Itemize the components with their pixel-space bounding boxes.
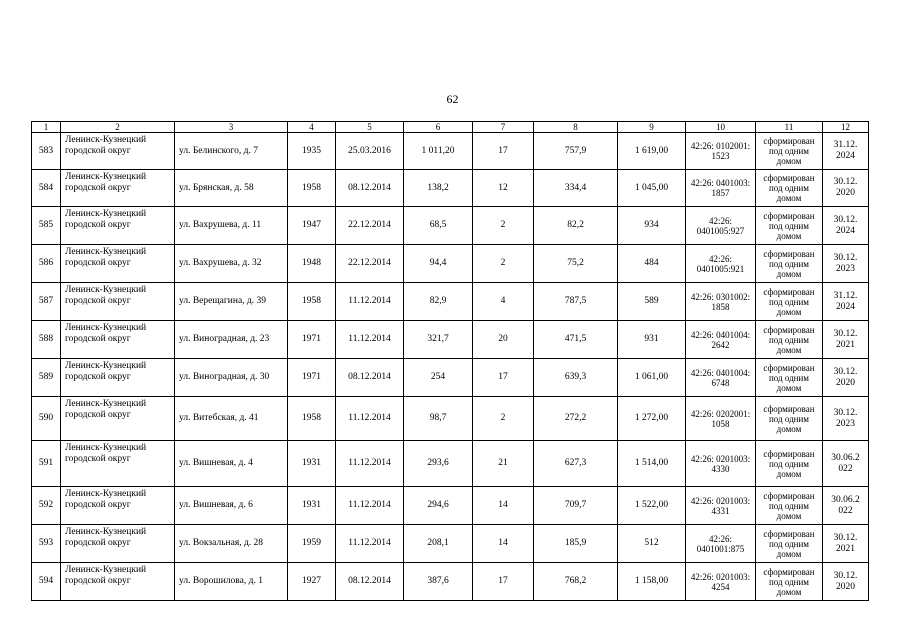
area-cell: 208,1 <box>404 525 473 563</box>
page-number: 62 <box>446 92 459 106</box>
table-row <box>32 283 869 321</box>
land-plot-status-cell: сформирован под одним домом <box>756 359 823 397</box>
cadastral-number-cell: 42:26: 0401005:927 <box>686 207 756 245</box>
table-row <box>32 563 869 601</box>
municipality-cell: Ленинск-Кузнецкий городской округ <box>61 283 175 321</box>
cadastral-number-cell: 42:26: 0401004: 2642 <box>686 321 756 359</box>
date-cell: 11.12.2014 <box>336 283 404 321</box>
col8-cell: 82,2 <box>534 207 618 245</box>
residents-cell: 4 <box>473 283 534 321</box>
address-cell: ул. Вишневая, д. 4 <box>175 441 288 487</box>
row-number: 591 <box>32 441 61 487</box>
header-col-8: 8 <box>534 122 618 133</box>
residents-cell: 2 <box>473 245 534 283</box>
deadline-cell: 31.12. 2024 <box>823 283 869 321</box>
land-plot-status-cell: сформирован под одним домом <box>756 487 823 525</box>
land-plot-status-cell: сформирован под одним домом <box>756 397 823 441</box>
address-cell: ул. Белинского, д. 7 <box>175 133 288 170</box>
year-cell: 1927 <box>288 563 336 601</box>
header-row <box>32 122 869 133</box>
year-cell: 1948 <box>288 245 336 283</box>
header-col-1: 1 <box>32 122 61 133</box>
row-number: 594 <box>32 563 61 601</box>
municipality-cell: Ленинск-Кузнецкий городской округ <box>61 359 175 397</box>
address-cell: ул. Витебская, д. 41 <box>175 397 288 441</box>
col9-cell: 1 061,00 <box>618 359 686 397</box>
municipality-cell: Ленинск-Кузнецкий городской округ <box>61 133 175 170</box>
row-number: 592 <box>32 487 61 525</box>
residents-cell: 17 <box>473 563 534 601</box>
deadline-cell: 30.12. 2021 <box>823 321 869 359</box>
municipality-cell: Ленинск-Кузнецкий городской округ <box>61 487 175 525</box>
deadline-cell: 30.12. 2024 <box>823 207 869 245</box>
land-plot-status-cell: сформирован под одним домом <box>756 245 823 283</box>
col9-cell: 1 045,00 <box>618 170 686 207</box>
residents-cell: 17 <box>473 359 534 397</box>
address-cell: ул. Верещагина, д. 39 <box>175 283 288 321</box>
land-plot-status-cell: сформирован под одним домом <box>756 133 823 170</box>
year-cell: 1935 <box>288 133 336 170</box>
area-cell: 94,4 <box>404 245 473 283</box>
cadastral-number-cell: 42:26: 0301002: 1858 <box>686 283 756 321</box>
land-plot-status-cell: сформирован под одним домом <box>756 525 823 563</box>
row-number: 589 <box>32 359 61 397</box>
date-cell: 11.12.2014 <box>336 397 404 441</box>
area-cell: 138,2 <box>404 170 473 207</box>
col8-cell: 709,7 <box>534 487 618 525</box>
cadastral-number-cell: 42:26: 0401005:921 <box>686 245 756 283</box>
cadastral-number-cell: 42:26: 0401004: 6748 <box>686 359 756 397</box>
table-row <box>32 207 869 245</box>
table-row <box>32 525 869 563</box>
year-cell: 1931 <box>288 487 336 525</box>
date-cell: 11.12.2014 <box>336 441 404 487</box>
residents-cell: 2 <box>473 397 534 441</box>
col9-cell: 1 272,00 <box>618 397 686 441</box>
col9-cell: 934 <box>618 207 686 245</box>
date-cell: 25.03.2016 <box>336 133 404 170</box>
table-row <box>32 487 869 525</box>
deadline-cell: 30.12. 2020 <box>823 359 869 397</box>
col8-cell: 334,4 <box>534 170 618 207</box>
header-col-9: 9 <box>618 122 686 133</box>
col8-cell: 627,3 <box>534 441 618 487</box>
year-cell: 1947 <box>288 207 336 245</box>
date-cell: 08.12.2014 <box>336 563 404 601</box>
header-col-3: 3 <box>175 122 288 133</box>
address-cell: ул. Ворошилова, д. 1 <box>175 563 288 601</box>
deadline-cell: 30.06.2 022 <box>823 487 869 525</box>
col8-cell: 471,5 <box>534 321 618 359</box>
cadastral-number-cell: 42:26: 0401003: 1857 <box>686 170 756 207</box>
deadline-cell: 30.12. 2023 <box>823 245 869 283</box>
municipality-cell: Ленинск-Кузнецкий городской округ <box>61 525 175 563</box>
col8-cell: 75,2 <box>534 245 618 283</box>
residents-cell: 14 <box>473 525 534 563</box>
header-col-2: 2 <box>61 122 175 133</box>
date-cell: 22.12.2014 <box>336 245 404 283</box>
col8-cell: 639,3 <box>534 359 618 397</box>
area-cell: 254 <box>404 359 473 397</box>
address-cell: ул. Вахрушева, д. 11 <box>175 207 288 245</box>
year-cell: 1971 <box>288 321 336 359</box>
land-plot-status-cell: сформирован под одним домом <box>756 283 823 321</box>
row-number: 588 <box>32 321 61 359</box>
cadastral-number-cell: 42:26: 0202001: 1058 <box>686 397 756 441</box>
municipality-cell: Ленинск-Кузнецкий городской округ <box>61 170 175 207</box>
row-number: 585 <box>32 207 61 245</box>
year-cell: 1931 <box>288 441 336 487</box>
deadline-cell: 30.12. 2020 <box>823 170 869 207</box>
year-cell: 1958 <box>288 397 336 441</box>
address-cell: ул. Вокзальная, д. 28 <box>175 525 288 563</box>
date-cell: 08.12.2014 <box>336 359 404 397</box>
residents-cell: 12 <box>473 170 534 207</box>
col8-cell: 787,5 <box>534 283 618 321</box>
row-number: 587 <box>32 283 61 321</box>
address-cell: ул. Брянская, д. 58 <box>175 170 288 207</box>
deadline-cell: 31.12. 2024 <box>823 133 869 170</box>
area-cell: 82,9 <box>404 283 473 321</box>
col8-cell: 757,9 <box>534 133 618 170</box>
year-cell: 1958 <box>288 170 336 207</box>
address-cell: ул. Виноградная, д. 30 <box>175 359 288 397</box>
deadline-cell: 30.12. 2023 <box>823 397 869 441</box>
address-cell: ул. Вишневая, д. 6 <box>175 487 288 525</box>
area-cell: 387,6 <box>404 563 473 601</box>
municipality-cell: Ленинск-Кузнецкий городской округ <box>61 397 175 441</box>
col9-cell: 512 <box>618 525 686 563</box>
date-cell: 11.12.2014 <box>336 487 404 525</box>
col9-cell: 1 522,00 <box>618 487 686 525</box>
cadastral-number-cell: 42:26: 0201003: 4254 <box>686 563 756 601</box>
residents-cell: 2 <box>473 207 534 245</box>
cadastral-number-cell: 42:26: 0201003: 4330 <box>686 441 756 487</box>
table-row <box>32 397 869 441</box>
municipality-cell: Ленинск-Кузнецкий городской округ <box>61 563 175 601</box>
col9-cell: 1 514,00 <box>618 441 686 487</box>
land-plot-status-cell: сформирован под одним домом <box>756 207 823 245</box>
residents-cell: 20 <box>473 321 534 359</box>
land-plot-status-cell: сформирован под одним домом <box>756 170 823 207</box>
land-plot-status-cell: сформирован под одним домом <box>756 563 823 601</box>
table-row <box>32 359 869 397</box>
header-col-12: 12 <box>823 122 869 133</box>
col8-cell: 768,2 <box>534 563 618 601</box>
area-cell: 1 011,20 <box>404 133 473 170</box>
table-row <box>32 170 869 207</box>
table-row <box>32 321 869 359</box>
col9-cell: 1 619,00 <box>618 133 686 170</box>
area-cell: 98,7 <box>404 397 473 441</box>
municipality-cell: Ленинск-Кузнецкий городской округ <box>61 321 175 359</box>
area-cell: 68,5 <box>404 207 473 245</box>
table-row <box>32 245 869 283</box>
header-col-10: 10 <box>686 122 756 133</box>
address-cell: ул. Виноградная, д. 23 <box>175 321 288 359</box>
header-col-4: 4 <box>288 122 336 133</box>
municipality-cell: Ленинск-Кузнецкий городской округ <box>61 207 175 245</box>
col8-cell: 185,9 <box>534 525 618 563</box>
address-cell: ул. Вахрушева, д. 32 <box>175 245 288 283</box>
residents-cell: 14 <box>473 487 534 525</box>
deadline-cell: 30.12. 2020 <box>823 563 869 601</box>
date-cell: 08.12.2014 <box>336 170 404 207</box>
land-plot-status-cell: сформирован под одним домом <box>756 441 823 487</box>
header-col-6: 6 <box>404 122 473 133</box>
row-number: 584 <box>32 170 61 207</box>
deadline-cell: 30.12. 2021 <box>823 525 869 563</box>
municipality-cell: Ленинск-Кузнецкий городской округ <box>61 245 175 283</box>
cadastral-number-cell: 42:26: 0401001:875 <box>686 525 756 563</box>
header-col-5: 5 <box>336 122 404 133</box>
area-cell: 294,6 <box>404 487 473 525</box>
table-row <box>32 441 869 487</box>
residents-cell: 17 <box>473 133 534 170</box>
deadline-cell: 30.06.2 022 <box>823 441 869 487</box>
table-row <box>32 133 869 170</box>
housing-registry-table <box>31 121 869 601</box>
col9-cell: 484 <box>618 245 686 283</box>
area-cell: 321,7 <box>404 321 473 359</box>
row-number: 590 <box>32 397 61 441</box>
col9-cell: 1 158,00 <box>618 563 686 601</box>
col9-cell: 589 <box>618 283 686 321</box>
residents-cell: 21 <box>473 441 534 487</box>
municipality-cell: Ленинск-Кузнецкий городской округ <box>61 441 175 487</box>
row-number: 583 <box>32 133 61 170</box>
land-plot-status-cell: сформирован под одним домом <box>756 321 823 359</box>
date-cell: 11.12.2014 <box>336 525 404 563</box>
col8-cell: 272,2 <box>534 397 618 441</box>
header-col-11: 11 <box>756 122 823 133</box>
year-cell: 1958 <box>288 283 336 321</box>
date-cell: 11.12.2014 <box>336 321 404 359</box>
cadastral-number-cell: 42:26: 0102001: 1523 <box>686 133 756 170</box>
row-number: 593 <box>32 525 61 563</box>
date-cell: 22.12.2014 <box>336 207 404 245</box>
area-cell: 293,6 <box>404 441 473 487</box>
year-cell: 1959 <box>288 525 336 563</box>
header-col-7: 7 <box>473 122 534 133</box>
year-cell: 1971 <box>288 359 336 397</box>
cadastral-number-cell: 42:26: 0201003: 4331 <box>686 487 756 525</box>
row-number: 586 <box>32 245 61 283</box>
col9-cell: 931 <box>618 321 686 359</box>
